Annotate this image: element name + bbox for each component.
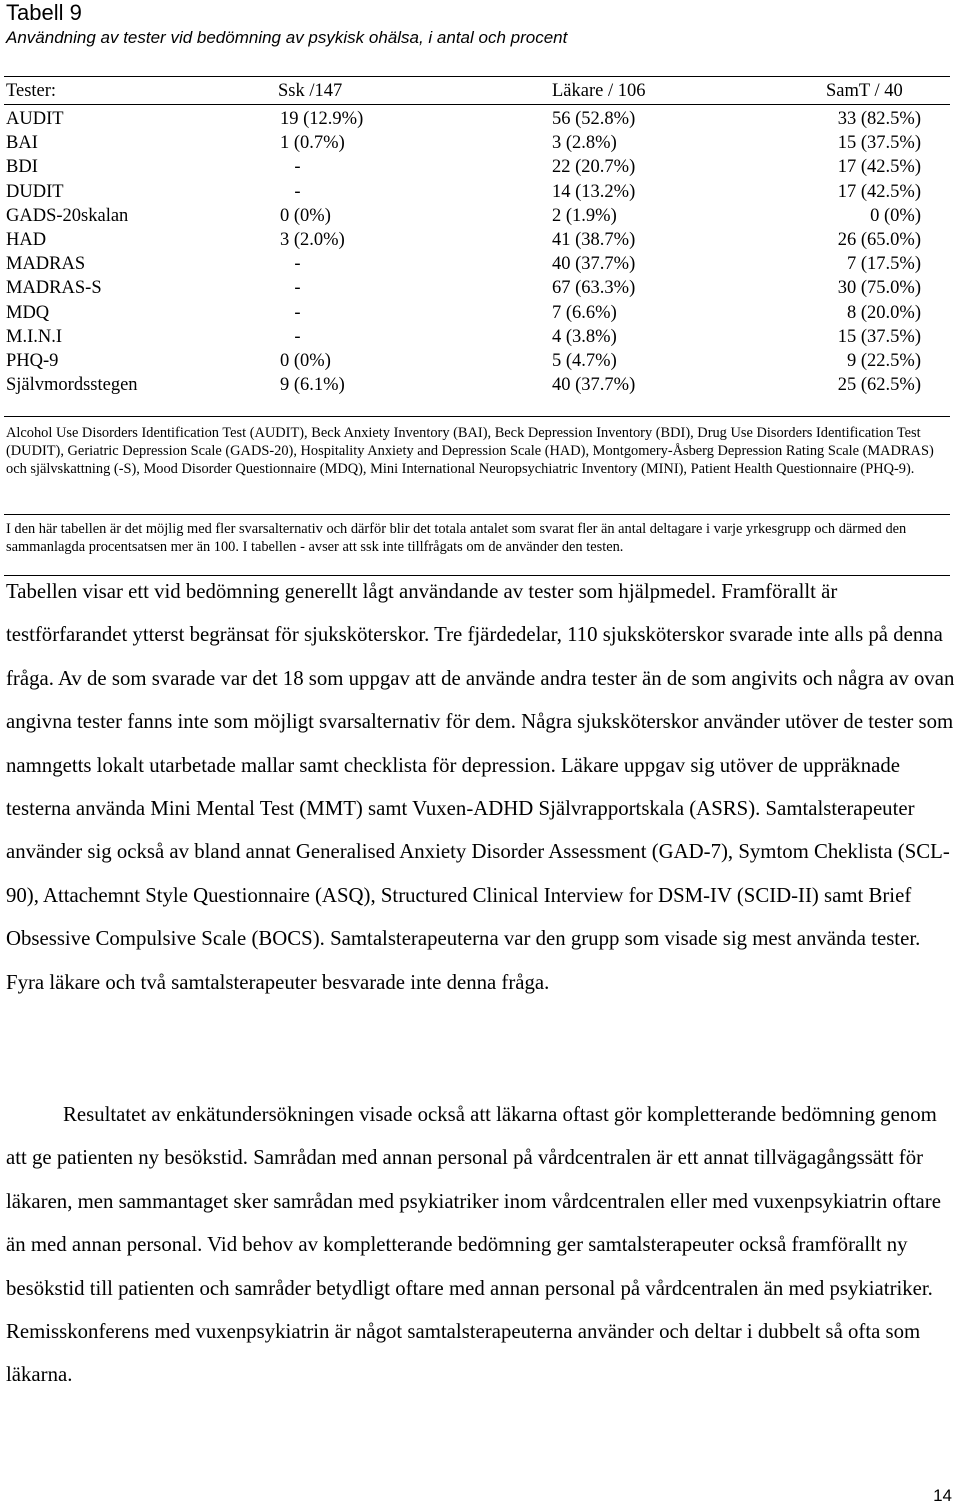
header-ssk: Ssk /147 [278,81,343,101]
cell-lakare: 7 (6.6%) [552,302,617,323]
cell-ssk: - [294,254,301,275]
table-top-rule [4,76,950,77]
table-row [0,131,960,155]
cell-lakare: 40 (37.7%) [552,254,636,275]
table-row [0,325,960,349]
cell-test-name: PHQ-9 [6,351,59,371]
cell-samt: 7 (17.5%) [847,254,921,275]
cell-test-name: GADS-20skalan [6,205,129,226]
table-footnote-abbreviations: Alcohol Use Disorders Identification Test (AUDIT), Beck Anxiety Inventory (BAI), Beck Depression Inventory (BDI), Drug Use Disorders Identification Test (DUDIT), Geriatric Depression Scale (GADS-20), Hospitality Anxiety and Depression Scale (HAD), Montgomery-Åsberg Depression Rating Scale (MADRAS) och självskattning (-S), Mood Disorder Questionnaire (MDQ), Mini International Neuropsychiatric Inventory (MINI), Patient Health Questionnaire (PHQ-9). [6,425,934,477]
cell-test-name: HAD [6,230,47,250]
table-row [0,301,960,325]
cell-ssk: 3 (2.0%) [280,230,345,250]
cell-test-name: BAI [6,133,38,154]
cell-ssk: - [294,278,301,299]
cell-lakare: 14 (13.2%) [552,181,636,202]
cell-ssk: - [294,157,301,178]
cell-test-name: M.I.N.I [6,326,63,347]
cell-samt: 17 (42.5%) [837,181,921,202]
cell-test-name: AUDIT [6,109,64,129]
cell-lakare: 5 (4.7%) [552,351,617,371]
cell-test-name: Självmordsstegen [6,375,138,396]
cell-lakare: 22 (20.7%) [552,157,636,178]
cell-ssk: 0 (0%) [280,351,331,371]
table-row [0,349,960,373]
body-paragraph-1 [6,570,958,1004]
cell-ssk: 1 (0.7%) [280,133,345,154]
table-row [0,252,960,276]
cell-samt: 26 (65.0%) [837,230,921,250]
paragraph-2-text: Resultatet av enkätundersökningen visade också att läkarna oftast gör kompletterande bedömning genom att ge patienten ny besökstid. Samrådan med annan personal på vårdcentralen är ett annat tillvägagångssätt för läkaren, men sammantaget sker samrådan med psykiatriker inom vårdcentralen eller med vuxenpsykiatrin oftare än med annan personal. Vid behov av kompletterande bedömning ger samtalsterapeuter också framförallt ny besökstid till patienten och samråder betydligt oftare med annan personal på vårdcentralen än med psykiatriker. Remisskonferens med vuxenpsykiatrin är något samtalsterapeuterna använder och deltar i dubbelt så ofta som läkarna. [6,1103,941,1387]
table-row [0,155,960,179]
cell-lakare: 40 (37.7%) [552,375,636,396]
header-samt: SamT / 40 [826,81,903,101]
cell-lakare: 2 (1.9%) [552,205,617,226]
cell-ssk: - [294,302,301,323]
cell-test-name: DUDIT [6,181,64,202]
table-row [0,373,960,397]
body-paragraph-2 [6,1093,958,1397]
footnote-rule-1 [4,514,950,515]
paragraph-1-text: Tabellen visar ett vid bedömning generellt lågt användande av tester som hjälpmedel. Framförallt är testförfarandet ytterst begränsat för sjuksköterskor. Tre fjärdedelar, 110 sjuksköterskor svarade inte alls på denna fråga. Av de som svarade var det 18 som uppgav att de använde andra tester än de som angivits och några av ovan angivna tester fanns inte som möjligt svarsalternativ för dem. Några sjuksköterskor använder utöver de tester som namngetts lokalt utarbetade mallar samt checklista för depression. Läkare uppgav sig utöver de uppräknade testerna använda Mini Mental Test (MMT) samt Vuxen-ADHD Självrapportskala (ASRS). Samtalsterapeuter använder sig också av bland annat Generalised Anxiety Disorder Assessment (GAD-7), Symtom Cheklista (SCL-90), Attachemnt Style Questionnaire (ASQ), Structured Clinical Interview for DSM-IV (SCID-II) samt Brief Obsessive Compulsive Scale (BOCS). Samtalsterapeuterna var den grupp som visade sig mest använda tester. Fyra läkare och två samtalsterapeuter besvarade inte denna fråga. [6,580,955,994]
table-header-row [0,79,960,103]
cell-lakare: 67 (63.3%) [552,278,636,299]
cell-test-name: MADRAS-S [6,278,102,299]
cell-ssk: - [294,181,301,202]
cell-samt: 33 (82.5%) [837,109,921,129]
table-footnote-note: I den här tabellen är det möjlig med fler svarsalternativ och därför blir det totala antalet som svarat fler än antal deltagare i varje yrkesgrupp och därmed den sammanlagda procentsatsen mer än 100. I tabellen - avser att ssk inte tillfrågats om de använder den testen. [6,521,907,555]
cell-samt: 0 (0%) [870,205,921,226]
cell-samt: 25 (62.5%) [837,375,921,396]
cell-samt: 8 (20.0%) [847,302,921,323]
table-row [0,180,960,204]
cell-lakare: 41 (38.7%) [552,230,636,250]
cell-test-name: MADRAS [6,254,86,275]
table-bottom-rule [4,416,950,417]
table-header-rule [4,104,950,105]
cell-samt: 15 (37.5%) [837,326,921,347]
cell-ssk: 19 (12.9%) [280,109,364,129]
cell-lakare: 4 (3.8%) [552,326,617,347]
table-caption: Användning av tester vid bedömning av psykisk ohälsa, i antal och procent [6,28,568,47]
header-lakare: Läkare / 106 [552,81,646,101]
cell-test-name: BDI [6,157,38,178]
cell-lakare: 3 (2.8%) [552,133,617,154]
cell-samt: 30 (75.0%) [837,278,921,299]
cell-test-name: MDQ [6,302,50,323]
table-number: Tabell 9 [6,0,82,25]
table-row [0,204,960,228]
header-tester: Tester: [6,81,57,101]
cell-samt: 9 (22.5%) [847,351,921,371]
cell-ssk: 0 (0%) [280,205,331,226]
cell-ssk: - [294,326,301,347]
cell-samt: 17 (42.5%) [837,157,921,178]
table-row [0,107,960,131]
cell-lakare: 56 (52.8%) [552,109,636,129]
cell-ssk: 9 (6.1%) [280,375,345,396]
table-row [0,276,960,300]
page-number: 14 [933,1486,952,1505]
cell-samt: 15 (37.5%) [837,133,921,154]
table-row [0,228,960,252]
